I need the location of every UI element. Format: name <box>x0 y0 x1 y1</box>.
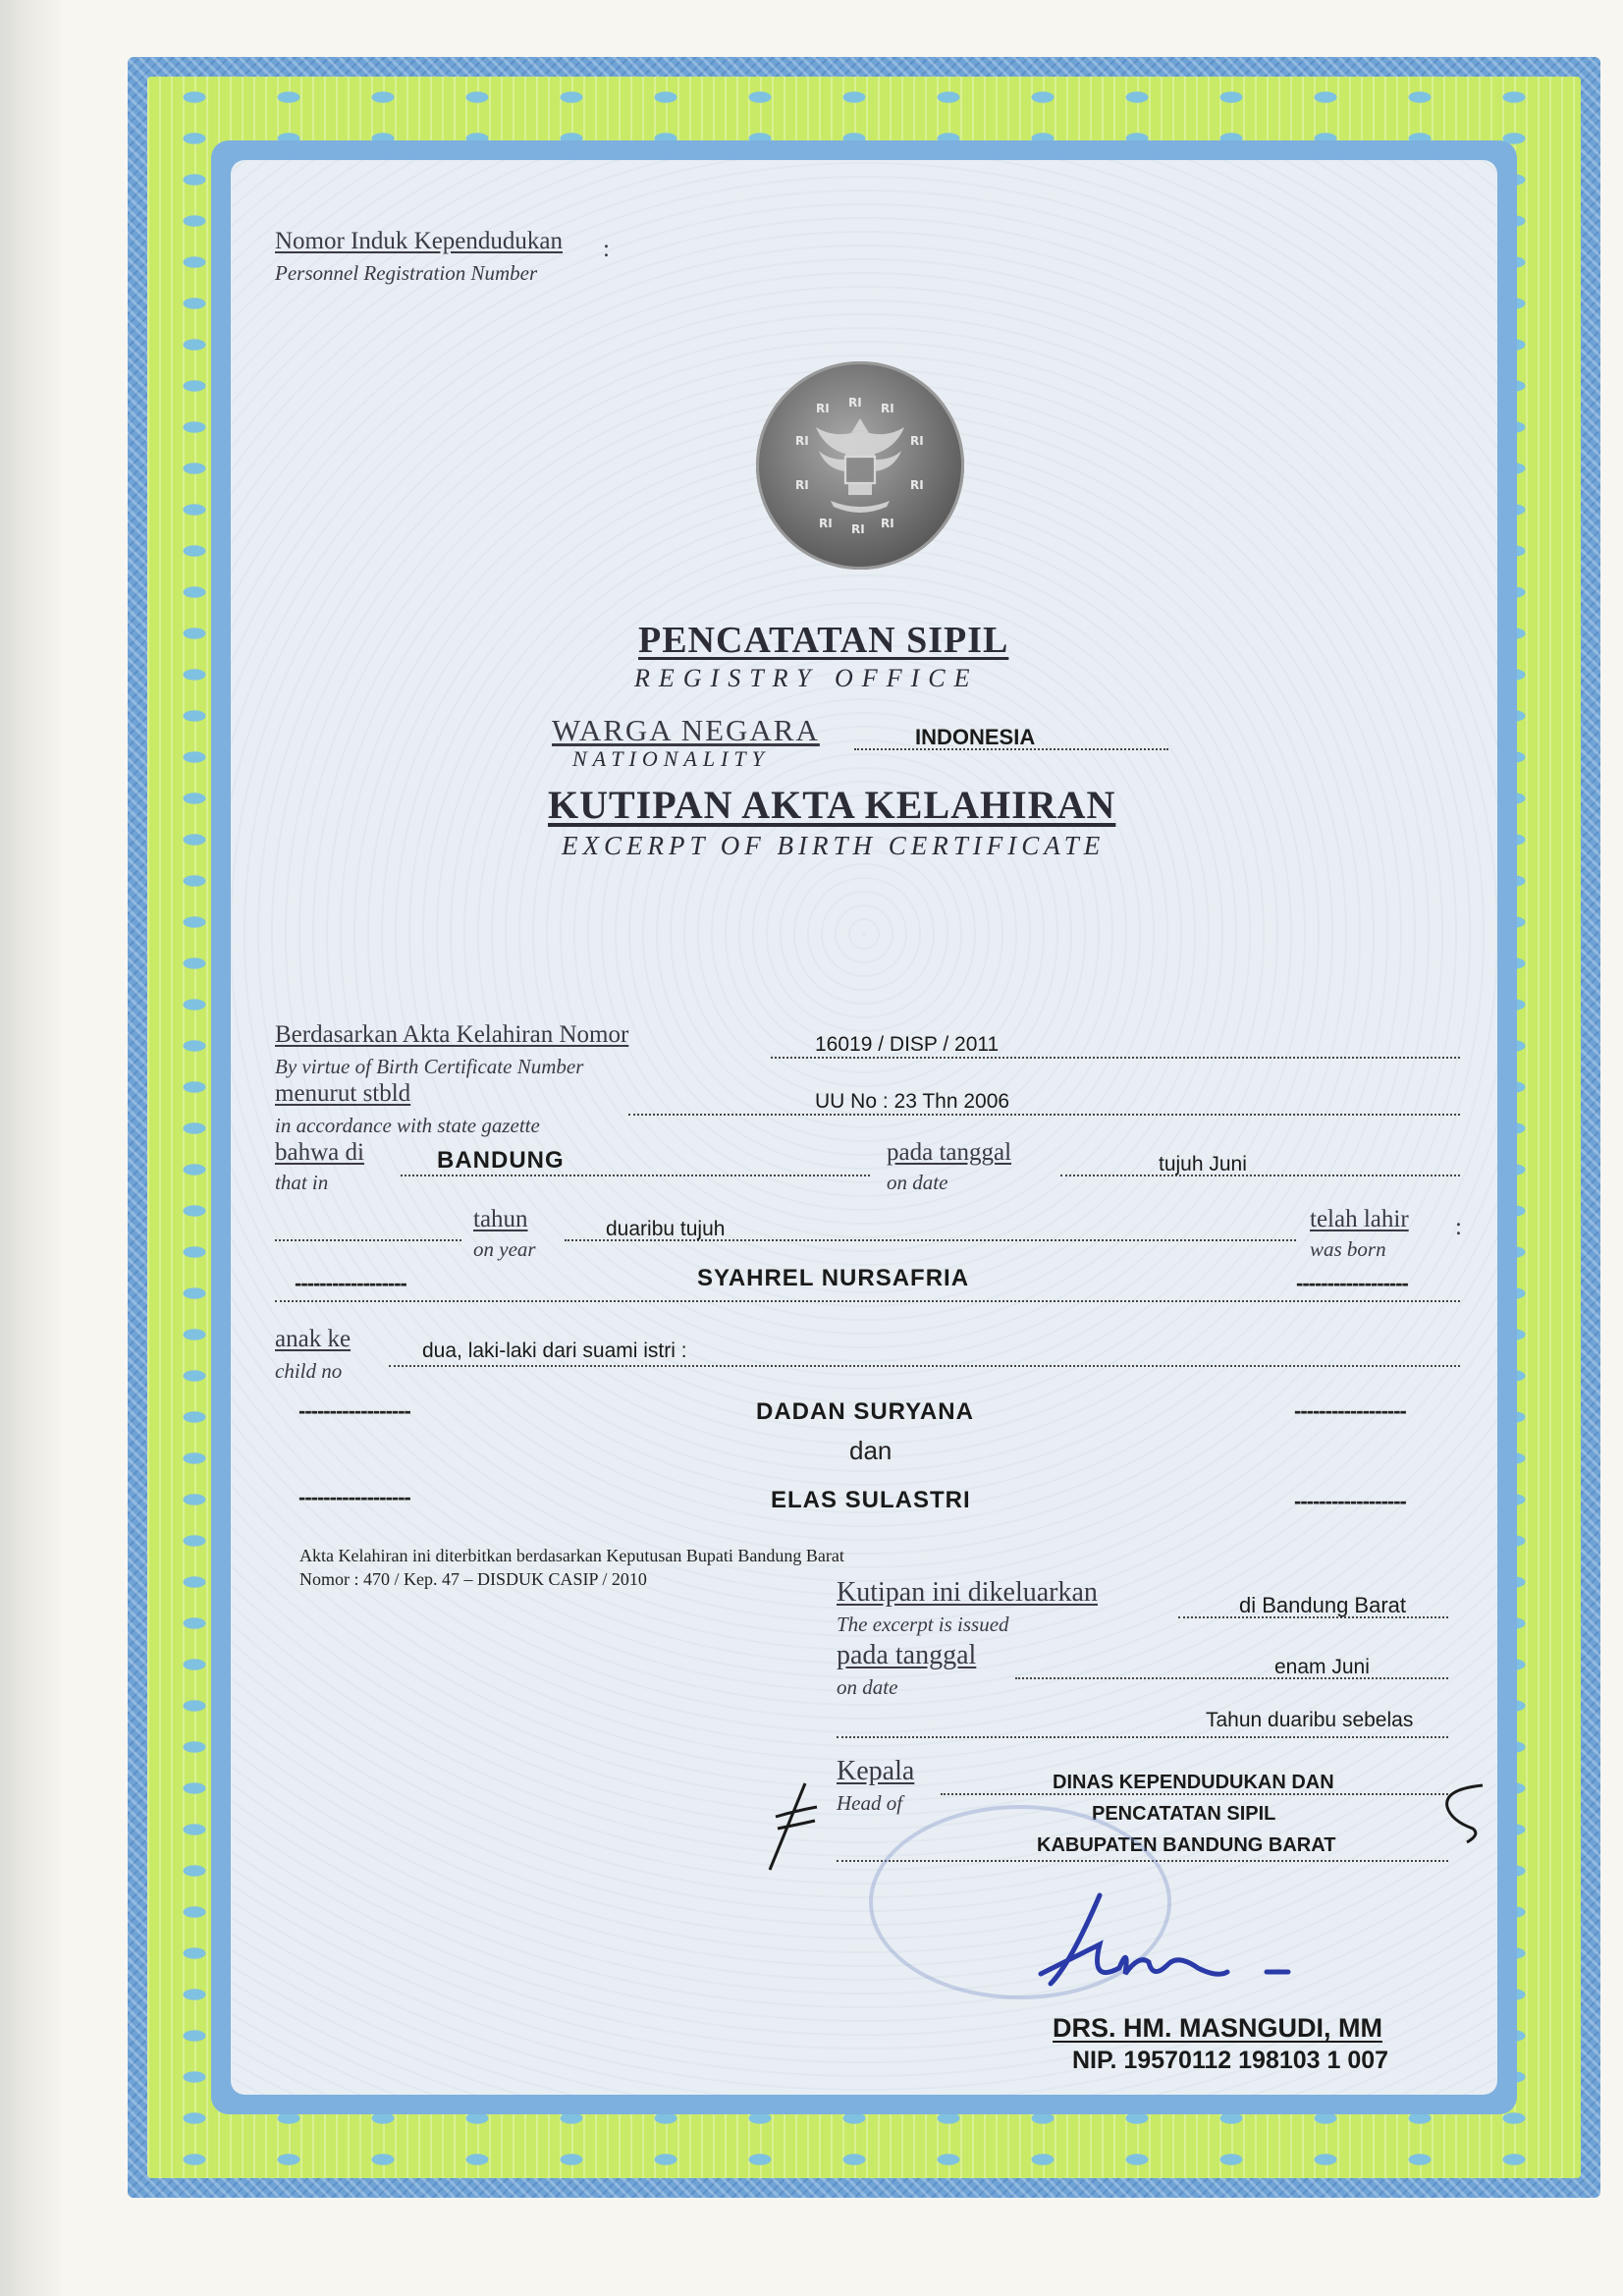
born-colon: : <box>1455 1214 1462 1240</box>
father-name: DADAN SURYANA <box>756 1398 974 1425</box>
stbld-value: UU No : 23 Thn 2006 <box>815 1090 1010 1113</box>
issued-date-label-en: on date <box>837 1675 898 1699</box>
svg-text:RI: RI <box>795 478 809 492</box>
child-no-label-en: child no <box>275 1359 343 1383</box>
svg-text:RI: RI <box>910 434 924 448</box>
child-no-value: dua, laki-laki dari suami istri : <box>422 1339 687 1362</box>
nationality-value: INDONESIA <box>915 725 1036 749</box>
nik-colon: : <box>603 236 610 262</box>
issued-date-label: pada tanggal <box>837 1640 977 1670</box>
svg-text:RI: RI <box>881 402 894 415</box>
official-signature-icon <box>1031 1886 1325 2003</box>
initial-mark-icon <box>756 1777 825 1876</box>
svg-text:RI: RI <box>795 434 809 448</box>
issued-year-dotted-line <box>837 1736 1448 1738</box>
year-label: tahun <box>473 1206 528 1232</box>
svg-text:RI: RI <box>910 478 924 492</box>
child-name: SYAHREL NURSAFRIA <box>697 1265 970 1291</box>
nik-label: Nomor Induk Kependudukan <box>275 228 563 254</box>
issued-place: di Bandung Barat <box>1239 1593 1407 1617</box>
date-dotted-line <box>1060 1175 1460 1176</box>
stbld-dotted-line <box>628 1114 1460 1116</box>
place-label-en: that in <box>275 1171 329 1194</box>
svg-text:RI: RI <box>881 517 894 530</box>
scan-edge <box>0 0 61 2296</box>
year-value: duaribu tujuh <box>606 1218 726 1240</box>
office-line2: PENCATATAN SIPIL <box>1092 1803 1276 1825</box>
place-value: BANDUNG <box>437 1147 565 1174</box>
nationality-label-en: NATIONALITY <box>572 746 770 771</box>
born-label-en: was born <box>1310 1237 1386 1261</box>
and-word: dan <box>849 1436 893 1465</box>
issued-year-value: Tahun duaribu sebelas <box>1206 1709 1414 1731</box>
issued-label: Kutipan ini dikeluarkan <box>837 1577 1098 1608</box>
date-label: pada tanggal <box>887 1139 1012 1166</box>
decree-note-line2: Nomor : 470 / Kep. 47 – DISDUK CASIP / 2010 <box>299 1569 647 1589</box>
child-name-right-dashes: ------------------ <box>1296 1271 1408 1295</box>
stbld-label: menurut stbld <box>275 1080 411 1107</box>
cert-number-dotted-line <box>771 1057 1460 1059</box>
svg-text:RI: RI <box>816 402 830 415</box>
date-label-en: on date <box>887 1171 948 1194</box>
cert-number-value: 16019 / DISP / 2011 <box>815 1033 1000 1056</box>
nik-label-en: Personnel Registration Number <box>275 261 538 285</box>
head-label: Kepala <box>837 1756 915 1786</box>
document-title: KUTIPAN AKTA KELAHIRAN <box>548 783 1116 827</box>
registry-title: PENCATATAN SIPIL <box>638 620 1009 661</box>
mother-left-dashes: ------------------ <box>298 1485 410 1509</box>
father-right-dashes: ------------------ <box>1294 1398 1406 1423</box>
garuda-seal-icon <box>756 361 964 570</box>
svg-text:RI: RI <box>851 522 865 536</box>
cert-number-label-en: By virtue of Birth Certificate Number <box>275 1055 584 1078</box>
mother-name: ELAS SULASTRI <box>771 1487 971 1513</box>
born-label: telah lahir <box>1310 1206 1409 1232</box>
registry-title-en: REGISTRY OFFICE <box>634 664 979 692</box>
document-title-en: EXCERPT OF BIRTH CERTIFICATE <box>562 831 1106 860</box>
place-dotted-line <box>401 1175 870 1176</box>
office-line3: KABUPATEN BANDUNG BARAT <box>1037 1834 1336 1856</box>
issued-date-value: enam Juni <box>1274 1656 1370 1678</box>
issued-date-dotted-line <box>1015 1677 1448 1679</box>
child-name-dotted-line <box>275 1300 1460 1302</box>
child-no-label: anak ke <box>275 1326 352 1352</box>
place-label: bahwa di <box>275 1139 364 1166</box>
mother-right-dashes: ------------------ <box>1294 1489 1406 1513</box>
issued-label-en: The excerpt is issued <box>837 1613 1009 1636</box>
cert-number-label: Berdasarkan Akta Kelahiran Nomor <box>275 1021 629 1048</box>
child-no-dotted-line <box>389 1365 1460 1367</box>
svg-text:RI: RI <box>819 517 833 530</box>
official-name: DRS. HM. MASNGUDI, MM <box>1053 2013 1382 2043</box>
stbld-label-en: in accordance with state gazette <box>275 1114 540 1137</box>
year-leading-dotted-line <box>275 1239 461 1241</box>
paraph-mark-icon <box>1434 1777 1492 1856</box>
date-value: tujuh Juni <box>1159 1153 1247 1175</box>
svg-text:RI: RI <box>848 396 862 410</box>
office-line1: DINAS KEPENDUDUKAN DAN <box>1053 1772 1334 1793</box>
head-label-en: Head of <box>837 1791 903 1815</box>
father-left-dashes: ------------------ <box>298 1398 410 1423</box>
year-label-en: on year <box>473 1237 536 1261</box>
nationality-label: WARGA NEGARA <box>552 713 820 747</box>
child-name-left-dashes: ------------------ <box>295 1271 406 1295</box>
decree-note-line1: Akta Kelahiran ini diterbitkan berdasarkan Keputusan Bupati Bandung Barat <box>299 1546 844 1565</box>
official-nip: NIP. 19570112 198103 1 007 <box>1072 2047 1389 2074</box>
